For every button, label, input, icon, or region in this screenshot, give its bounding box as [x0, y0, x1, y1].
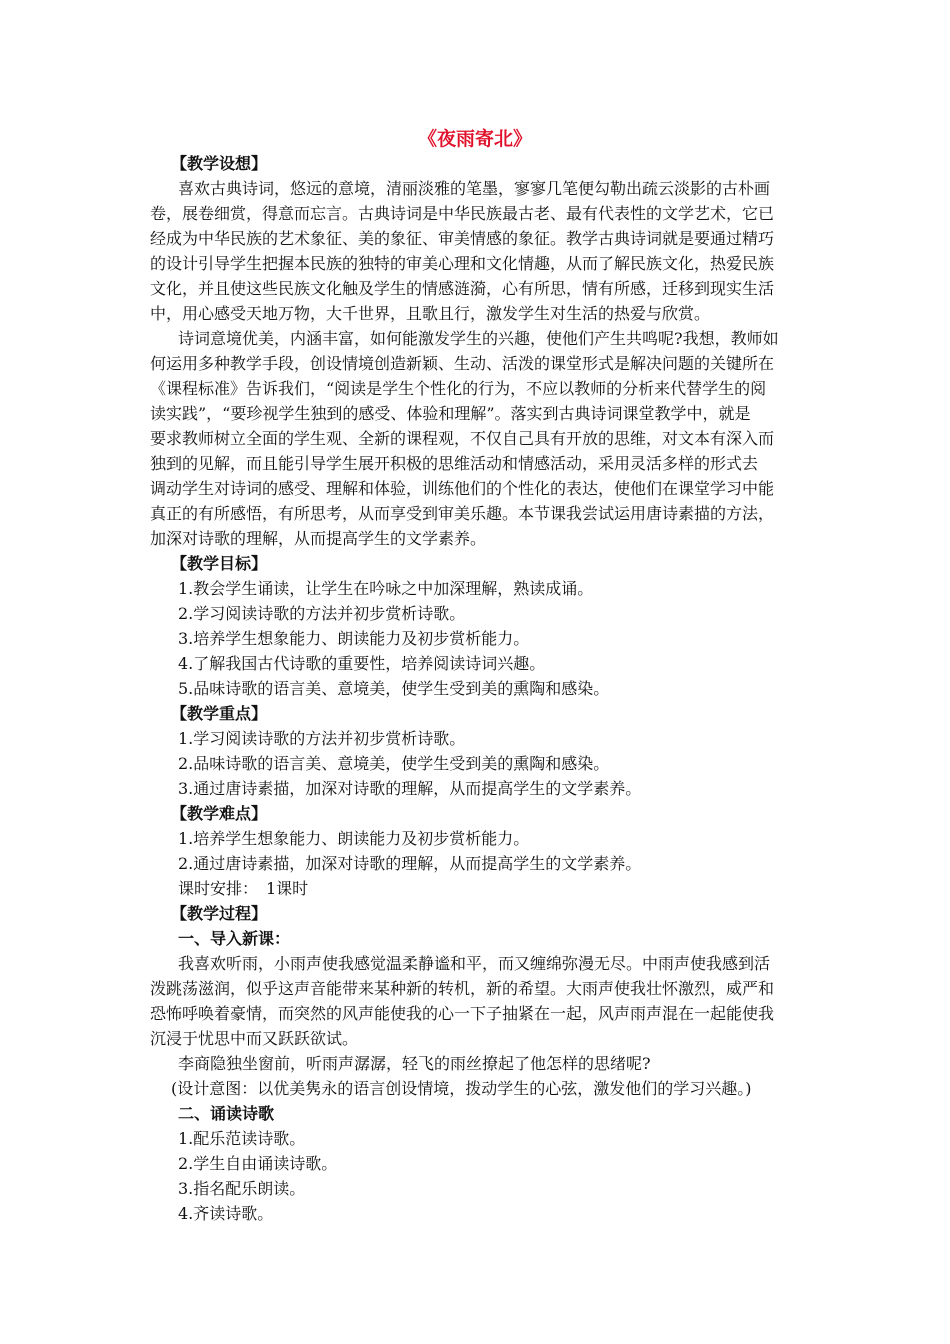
text-line: 诗词意境优美，内涵丰富，如何能激发学生的兴趣，使他们产生共鸣呢?我想，教师如	[178, 329, 779, 348]
text-line: 3.通过唐诗素描，加深对诗歌的理解，从而提高学生的文学素养。	[178, 779, 642, 798]
text-line: 1.学习阅读诗歌的方法并初步赏析诗歌。	[178, 729, 466, 748]
text-line: 2.学习阅读诗歌的方法并初步赏析诗歌。	[178, 604, 466, 623]
text-line: 中，用心感受天地万物，大千世界，且歌且行，激发学生对生活的热爱与欣赏。	[150, 304, 711, 323]
text-line: 何运用多种教学手段，创设情境创造新颖、生动、活泼的课堂形式是解决问题的关键所在	[150, 354, 775, 373]
text-line: 3.培养学生想象能力、朗读能力及初步赏析能力。	[178, 629, 530, 648]
text-line: 的设计引导学生把握本民族的独特的审美心理和文化情趣，从而了解民族文化，热爱民族	[150, 254, 775, 273]
document-title: 《夜雨寄北》	[417, 128, 532, 150]
text-line: 恐怖呼唤着豪情，而突然的风声能使我的心一下子抽紧在一起，风声雨声混在一起能使我	[150, 1004, 775, 1023]
text-line: 文化，并且使这些民族文化触及学生的情感涟漪，心有所思，情有所感，迁移到现实生活	[150, 279, 775, 298]
section-heading: 二、诵读诗歌	[178, 1104, 275, 1123]
text-line: 《课程标准》告诉我们，“阅读是学生个性化的行为，不应以教师的分析来代替学生的阅	[150, 379, 767, 398]
text-line: 卷，展卷细赏，得意而忘言。古典诗词是中华民族最古老、最有代表性的文学艺术，它已	[150, 204, 775, 223]
section-heading: 【教学过程】	[171, 904, 268, 923]
text-line: 1.培养学生想象能力、朗读能力及初步赏析能力。	[178, 829, 530, 848]
text-line: 加深对诗歌的理解，从而提高学生的文学素养。	[150, 529, 487, 548]
text-line: 要求教师树立全面的学生观、全新的课程观，不仅自己具有开放的思维，对文本有深入而	[150, 429, 775, 448]
text-line: 喜欢古典诗词，悠远的意境，清丽淡雅的笔墨，寥寥几笔便勾勒出疏云淡影的古朴画	[178, 179, 771, 198]
text-line: 1.教会学生诵读，让学生在吟咏之中加深理解，熟读成诵。	[178, 579, 594, 598]
text-line: 我喜欢听雨，小雨声使我感觉温柔静谧和平，而又缠绵弥漫无尽。中雨声使我感到活	[178, 954, 771, 973]
text-line: 4.齐读诗歌。	[178, 1204, 274, 1223]
text-line: 独到的见解，而且能引导学生展开积极的思维活动和情感活动，采用灵活多样的形式去	[150, 454, 759, 473]
text-line: 泼跳荡滋润，似乎这声音能带来某种新的转机，新的希望。大雨声使我壮怀激烈，威严和	[150, 979, 775, 998]
section-heading: 一、导入新课：	[178, 929, 291, 948]
section-heading: 【教学目标】	[171, 554, 268, 573]
text-line: 1.配乐范读诗歌。	[178, 1129, 306, 1148]
text-line: 5.品味诗歌的语言美、意境美，使学生受到美的熏陶和感染。	[178, 679, 610, 698]
text-line: 2.通过唐诗素描，加深对诗歌的理解，从而提高学生的文学素养。	[178, 854, 642, 873]
text-line: 4.了解我国古代诗歌的重要性，培养阅读诗词兴趣。	[178, 654, 546, 673]
text-line: 调动学生对诗词的感受、理解和体验，训练他们的个性化的表达，使他们在课堂学习中能	[150, 479, 775, 498]
text-line: 3.指名配乐朗读。	[178, 1179, 306, 1198]
text-line: 沉浸于忧思中而又跃跃欲试。	[150, 1029, 359, 1048]
text-line: 李商隐独坐窗前，听雨声潺潺，轻飞的雨丝撩起了他怎样的思绪呢?	[178, 1054, 651, 1073]
text-line: (设计意图：以优美隽永的语言创设情境，拨动学生的心弦，激发他们的学习兴趣。)	[171, 1079, 752, 1098]
text-line: 读实践”，“要珍视学生独到的感受、体验和理解”。落实到古典诗词课堂教学中，就是	[150, 404, 751, 423]
text-line: 课时安排： 1课时	[178, 879, 309, 898]
section-heading: 【教学难点】	[171, 804, 268, 823]
text-line: 2.品味诗歌的语言美、意境美，使学生受到美的熏陶和感染。	[178, 754, 610, 773]
section-heading: 【教学重点】	[171, 704, 268, 723]
text-line: 经成为中华民族的艺术象征、美的象征、审美情感的象征。教学古典诗词就是要通过精巧	[150, 229, 775, 248]
text-line: 真正的有所感悟，有所思考，从而享受到审美乐趣。本节课我尝试运用唐诗素描的方法，	[150, 504, 775, 523]
section-heading: 【教学设想】	[171, 154, 268, 173]
text-line: 2.学生自由诵读诗歌。	[178, 1154, 338, 1173]
